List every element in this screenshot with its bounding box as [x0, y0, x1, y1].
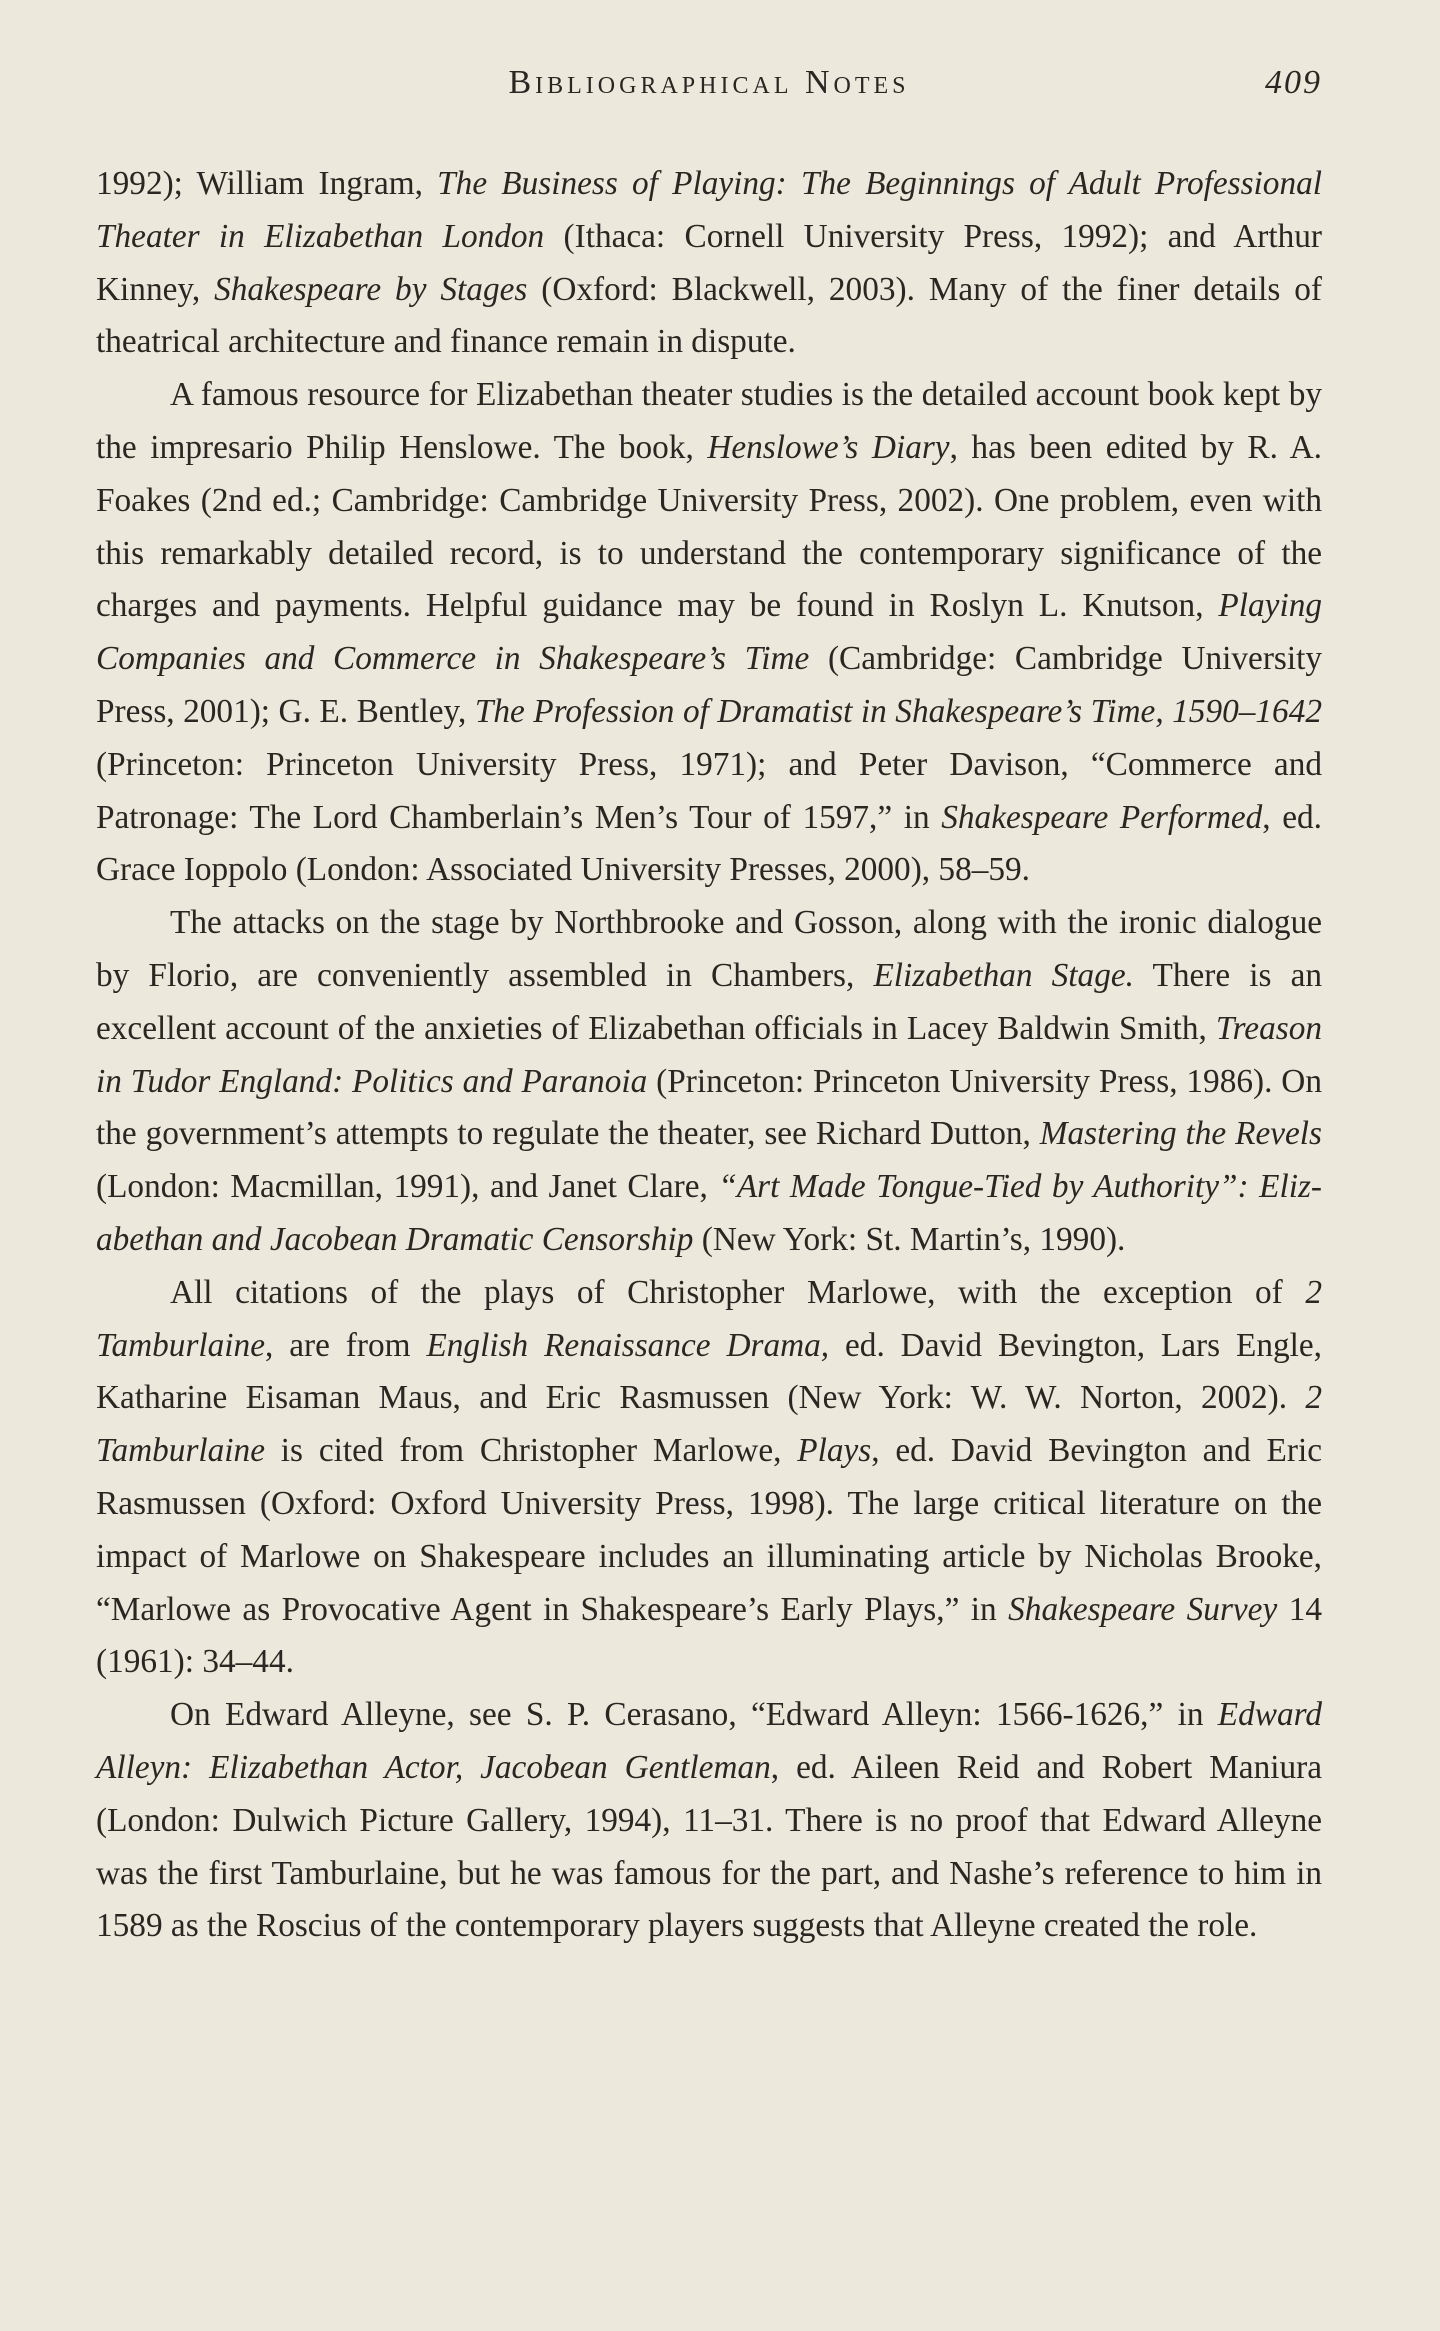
italic-title: Treason in Tudor England: Politics and Paranoia	[96, 1009, 1322, 1100]
text-run: , ed. Aileen Reid and Robert Maniura (London: Dulwich Picture Gallery, 1994), 11–31. There is no proof that Edward Alleyne was the first Tamburlaine, but he was famous for the part, and Nashe’s reference to him in 1589 as the Roscius of the contemporary players suggests that Alleyne created the role.	[96, 1748, 1322, 1945]
paragraph	[96, 158, 1322, 369]
text-run: All citations of the plays of Christopher Marlowe, with the exception of	[170, 1273, 1306, 1311]
text-run: A famous resource for Elizabethan theater studies is the detailed account book kept by the impresario Philip Henslowe. The book,	[96, 376, 1322, 466]
text-run: (Cambridge: Cambridge University Press, 2001); G. E. Bentley,	[96, 640, 1323, 730]
text-run: (Oxford: Blackwell, 2003). Many of the finer details of theatrical architecture and finance remain in dispute.	[96, 270, 1323, 361]
italic-title: Elizabethan Stage.	[873, 956, 1134, 994]
italic-title: “Art Made Tongue-Tied by Authority”: Elizabethan and Jacobean Dramatic Censorship	[96, 1168, 1323, 1258]
text-run: 1992); William Ingram,	[96, 165, 438, 202]
text-run: (Princeton: Princeton University Press, 1986). On the government’s attempts to regulate the theater, see Richard Dutton,	[96, 1062, 1322, 1153]
text-run: The attacks on the stage by Northbrooke and Gosson, along with the ironic dialogue by Florio, are conveniently assembled in Chambers,	[96, 904, 1322, 994]
text-run: ed. David Bevington, Lars Engle, Katharine Eisaman Maus, and Eric Rasmussen (New York: W. W. Norton, 2002).	[96, 1326, 1322, 1417]
text-run: There is an excellent account of the anxieties of Elizabethan officials in Lacey Baldwin Smith,	[96, 956, 1322, 1047]
italic-title: Shakespeare Survey	[1008, 1590, 1278, 1628]
italic-title: Playing Companies and Commerce in Shakespeare’s Time	[96, 587, 1322, 678]
italic-title: 2 Tamburlaine	[96, 1379, 1322, 1470]
italic-title: The Profession of Dramatist in Shakespeare’s Time, 1590–1642	[474, 692, 1322, 730]
italic-title: Henslowe’s Diary	[707, 428, 950, 466]
body-text	[96, 158, 1322, 1953]
paragraph	[96, 369, 1322, 897]
text-run: 14 (1961): 34–44.	[96, 1590, 1323, 1681]
text-run: , ed. David Bevington and Eric Rasmussen (Oxford: Oxford University Press, 1998). The large critical literature on the impact of Marlowe on Shakespeare includes an illuminating article by Nicholas Brooke, “Marlowe as Provocative Agent in Shakespeare’s Early Plays,” in	[96, 1432, 1322, 1628]
text-run: (Princeton: Princeton University Press, 1971); and Peter Davison, “Commerce and Patronage: The Lord Chamberlain’s Men’s Tour of 1597,” in	[96, 745, 1322, 836]
text-run: On Edward Alleyne, see S. P. Cerasano, “Edward Alleyn: 1566-1626,” in	[170, 1696, 1218, 1734]
text-run: (Ithaca: Cornell University Press, 1992); and Arthur Kinney,	[96, 217, 1322, 308]
paragraph	[96, 1689, 1322, 1953]
text-run: , has been edited by R. A. Foakes (2nd ed.; Cambridge: Cambridge University Press, 2002). One problem, even with this remarkably detailed record, is to understand the contemporary significance of the charges and payments. Helpful guidance may be found in Roslyn L. Knutson,	[96, 428, 1322, 625]
text-run: (New York: St. Martin’s, 1990).	[693, 1220, 1126, 1258]
italic-title: The Business of Playing: The Beginnings of Adult Professional Theater in Elizabethan London	[96, 165, 1322, 255]
text-run: (London: Macmillan, 1991), and Janet Clare,	[96, 1168, 719, 1206]
page-number: 409	[1265, 64, 1322, 101]
text-run: , ed. Grace Ioppolo (London: Associated University Presses, 2000), 58–59.	[96, 798, 1322, 889]
paragraph	[96, 897, 1322, 1267]
running-head	[96, 58, 1322, 108]
paragraph	[96, 1267, 1322, 1689]
italic-title: Plays	[797, 1432, 872, 1470]
italic-title: Shakespeare by Stages	[214, 270, 528, 308]
italic-title: Edward Alleyn: Elizabethan Actor, Jacobean Gentleman	[96, 1696, 1322, 1786]
running-title: Bibliographical Notes	[508, 64, 910, 101]
text-run: is cited from Christopher Marlowe,	[265, 1432, 798, 1470]
italic-title: Mastering the Revels	[1039, 1115, 1322, 1153]
italic-title: Shakespeare Performed	[941, 798, 1263, 836]
text-run: , are from	[265, 1326, 427, 1364]
italic-title: English Renaissance Drama,	[426, 1326, 830, 1364]
italic-title: 2 Tamburlaine	[96, 1273, 1322, 1364]
